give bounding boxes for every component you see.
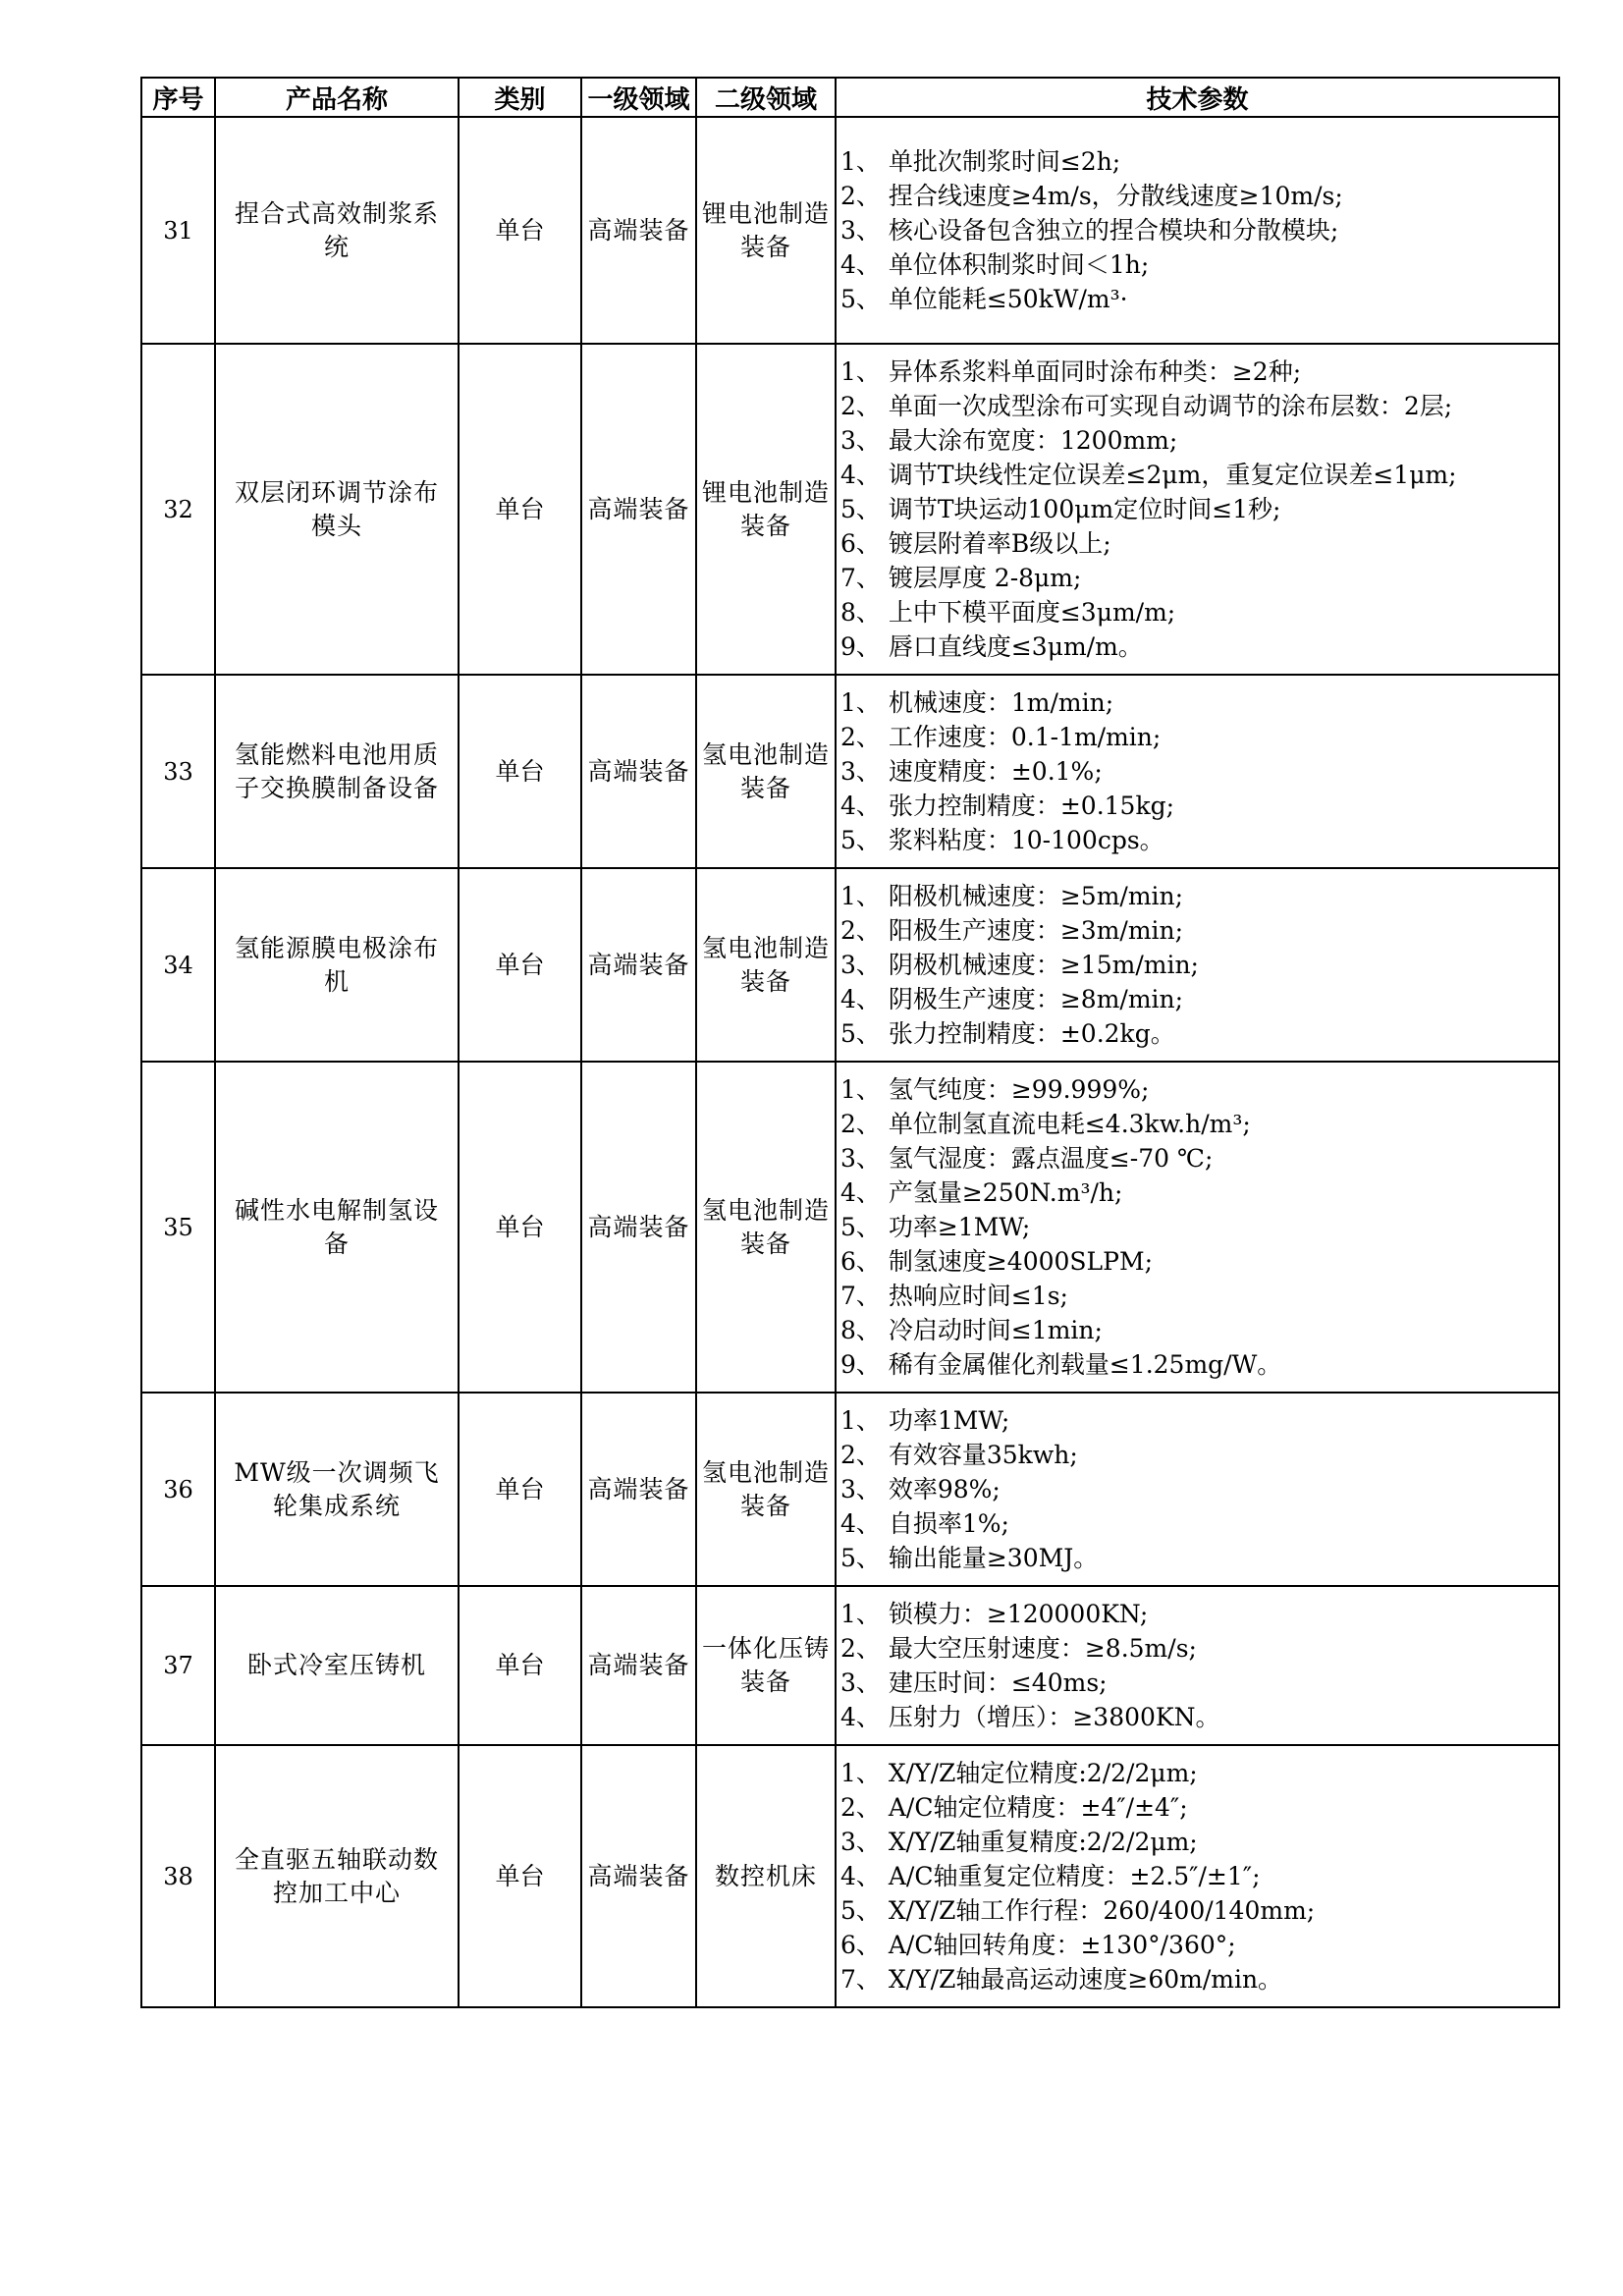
- cell-product-name: 双层闭环调节涂布模头: [215, 344, 459, 675]
- param-line: 4、 单位体积制浆时间＜1h;: [840, 250, 1150, 279]
- cell-params: [836, 675, 1559, 868]
- cell-field2: 氢电池制造装备: [696, 675, 836, 868]
- param-line: 2、 单面一次成型涂布可实现自动调节的涂布层数：2层;: [840, 392, 1453, 420]
- cell-product-name: 碱性水电解制氢设备: [215, 1062, 459, 1393]
- header-field1: 一级领域: [581, 78, 696, 117]
- param-line: 1、 阳极机械速度：≥5m/min;: [840, 882, 1184, 910]
- cell-field1: 高端装备: [581, 1062, 696, 1393]
- cell-field2: 数控机床: [696, 1745, 836, 2007]
- param-line: 3、 建压时间：≤40ms;: [840, 1668, 1108, 1697]
- cell-params: [836, 344, 1559, 675]
- cell-field2: 锂电池制造装备: [696, 344, 836, 675]
- param-line: 1、 锁模力：≥120000KN;: [840, 1600, 1149, 1628]
- cell-product-name: 氢能燃料电池用质子交换膜制备设备: [215, 675, 459, 868]
- param-line: 5、 单位能耗≤50kW/m³·: [840, 285, 1128, 313]
- param-line: 2、 捏合线速度≥4m/s，分散线速度≥10m/s;: [840, 182, 1343, 210]
- table-row: [141, 1393, 1559, 1586]
- table-row: [141, 117, 1559, 344]
- param-line: 2、 最大空压射速度：≥8.5m/s;: [840, 1634, 1197, 1663]
- param-line: 3、 最大涂布宽度：1200mm;: [840, 426, 1178, 455]
- param-line: 6、 镀层附着率B级以上;: [840, 529, 1111, 558]
- param-line: 6、 制氢速度≥4000SLPM;: [840, 1247, 1153, 1276]
- cell-field1: 高端装备: [581, 675, 696, 868]
- cell-field2: 氢电池制造装备: [696, 1062, 836, 1393]
- cell-seq: 32: [141, 344, 215, 675]
- cell-category: 单台: [459, 344, 581, 675]
- cell-category: 单台: [459, 1745, 581, 2007]
- cell-params: [836, 1393, 1559, 1586]
- cell-seq: 38: [141, 1745, 215, 2007]
- param-line: 5、 调节T块运动100μm定位时间≤1秒;: [840, 495, 1281, 523]
- cell-product-name: 卧式冷室压铸机: [215, 1586, 459, 1745]
- cell-field1: 高端装备: [581, 868, 696, 1062]
- cell-field1: 高端装备: [581, 117, 696, 344]
- cell-field2: 锂电池制造装备: [696, 117, 836, 344]
- param-line: 2、 A/C轴定位精度：±4″/±4″;: [840, 1793, 1188, 1822]
- cell-params: [836, 868, 1559, 1062]
- cell-params: [836, 1586, 1559, 1745]
- cell-params: [836, 1062, 1559, 1393]
- param-line: 4、 调节T块线性定位误差≤2μm，重复定位误差≤1μm;: [840, 461, 1457, 489]
- cell-field2: 一体化压铸装备: [696, 1586, 836, 1745]
- param-line: 2、 有效容量35kwh;: [840, 1441, 1078, 1469]
- cell-product-name: 全直驱五轴联动数控加工中心: [215, 1745, 459, 2007]
- cell-seq: 37: [141, 1586, 215, 1745]
- cell-category: 单台: [459, 868, 581, 1062]
- cell-product-name: 氢能源膜电极涂布机: [215, 868, 459, 1062]
- param-line: 9、 稀有金属催化剂载量≤1.25mg/W。: [840, 1350, 1282, 1379]
- product-spec-table: [140, 77, 1560, 2008]
- cell-field1: 高端装备: [581, 344, 696, 675]
- cell-field1: 高端装备: [581, 1745, 696, 2007]
- header-seq: 序号: [141, 78, 215, 117]
- table-row: [141, 1745, 1559, 2007]
- param-line: 5、 X/Y/Z轴工作行程：260/400/140mm;: [840, 1896, 1316, 1925]
- cell-seq: 34: [141, 868, 215, 1062]
- header-category: 类别: [459, 78, 581, 117]
- param-line: 3、 核心设备包含独立的捏合模块和分散模块;: [840, 216, 1339, 245]
- param-line: 1、 单批次制浆时间≤2h;: [840, 147, 1121, 176]
- table-row: [141, 1586, 1559, 1745]
- param-line: 5、 功率≥1MW;: [840, 1213, 1031, 1241]
- table-row: [141, 1062, 1559, 1393]
- param-line: 2、 单位制氢直流电耗≤4.3kw.h/m³;: [840, 1110, 1251, 1138]
- param-line: 4、 A/C轴重复定位精度：±2.5″/±1″;: [840, 1862, 1261, 1890]
- param-line: 1、 异体系浆料单面同时涂布种类：≥2种;: [840, 357, 1302, 386]
- cell-product-name: MW级一次调频飞轮集成系统: [215, 1393, 459, 1586]
- header-name: 产品名称: [215, 78, 459, 117]
- param-line: 4、 阴极生产速度：≥8m/min;: [840, 985, 1184, 1013]
- cell-category: 单台: [459, 117, 581, 344]
- param-line: 5、 输出能量≥30MJ。: [840, 1544, 1099, 1572]
- param-line: 6、 A/C轴回转角度：±130°/360°;: [840, 1931, 1236, 1959]
- cell-category: 单台: [459, 1062, 581, 1393]
- param-line: 2、 阳极生产速度：≥3m/min;: [840, 916, 1184, 945]
- cell-params: [836, 1745, 1559, 2007]
- table-row: [141, 868, 1559, 1062]
- cell-field1: 高端装备: [581, 1586, 696, 1745]
- param-line: 4、 张力控制精度：±0.15kg;: [840, 792, 1175, 820]
- table-row: [141, 675, 1559, 868]
- table-body: [141, 117, 1559, 2007]
- param-line: 3、 速度精度：±0.1%;: [840, 757, 1103, 786]
- cell-category: 单台: [459, 1586, 581, 1745]
- cell-product-name: 捏合式高效制浆系统: [215, 117, 459, 344]
- cell-params: [836, 117, 1559, 344]
- param-line: 8、 冷启动时间≤1min;: [840, 1316, 1103, 1344]
- cell-seq: 33: [141, 675, 215, 868]
- param-line: 3、 X/Y/Z轴重复精度:2/2/2μm;: [840, 1828, 1198, 1856]
- param-line: 1、 X/Y/Z轴定位精度:2/2/2μm;: [840, 1759, 1198, 1787]
- param-line: 1、 机械速度：1m/min;: [840, 688, 1114, 717]
- document-page: [140, 77, 1558, 2008]
- param-line: 5、 张力控制精度：±0.2kg。: [840, 1019, 1175, 1048]
- param-line: 5、 浆料粘度：10-100cps。: [840, 826, 1164, 854]
- param-line: 1、 功率1MW;: [840, 1406, 1010, 1435]
- header-row: [141, 78, 1559, 117]
- cell-category: 单台: [459, 1393, 581, 1586]
- cell-seq: 36: [141, 1393, 215, 1586]
- cell-field2: 氢电池制造装备: [696, 1393, 836, 1586]
- cell-seq: 31: [141, 117, 215, 344]
- cell-field1: 高端装备: [581, 1393, 696, 1586]
- param-line: 4、 压射力（增压）：≥3800KN。: [840, 1703, 1220, 1731]
- param-line: 7、 X/Y/Z轴最高运动速度≥60m/min。: [840, 1965, 1283, 1994]
- table-row: [141, 344, 1559, 675]
- header-field2: 二级领域: [696, 78, 836, 117]
- param-line: 7、 镀层厚度 2-8μm;: [840, 564, 1082, 592]
- cell-category: 单台: [459, 675, 581, 868]
- param-line: 3、 阴极机械速度：≥15m/min;: [840, 951, 1199, 979]
- header-params: 技术参数: [836, 78, 1559, 117]
- cell-seq: 35: [141, 1062, 215, 1393]
- param-line: 7、 热响应时间≤1s;: [840, 1282, 1068, 1310]
- param-line: 4、 产氢量≥250N.m³/h;: [840, 1178, 1123, 1207]
- param-line: 1、 氢气纯度：≥99.999%;: [840, 1075, 1150, 1104]
- param-line: 9、 唇口直线度≤3μm/m。: [840, 632, 1143, 661]
- param-line: 3、 效率98%;: [840, 1475, 1001, 1503]
- cell-field2: 氢电池制造装备: [696, 868, 836, 1062]
- param-line: 2、 工作速度：0.1-1m/min;: [840, 723, 1162, 751]
- param-line: 4、 自损率1%;: [840, 1509, 1009, 1538]
- param-line: 3、 氢气湿度：露点温度≤-70 ℃;: [840, 1144, 1214, 1173]
- param-line: 8、 上中下模平面度≤3μm/m;: [840, 598, 1176, 627]
